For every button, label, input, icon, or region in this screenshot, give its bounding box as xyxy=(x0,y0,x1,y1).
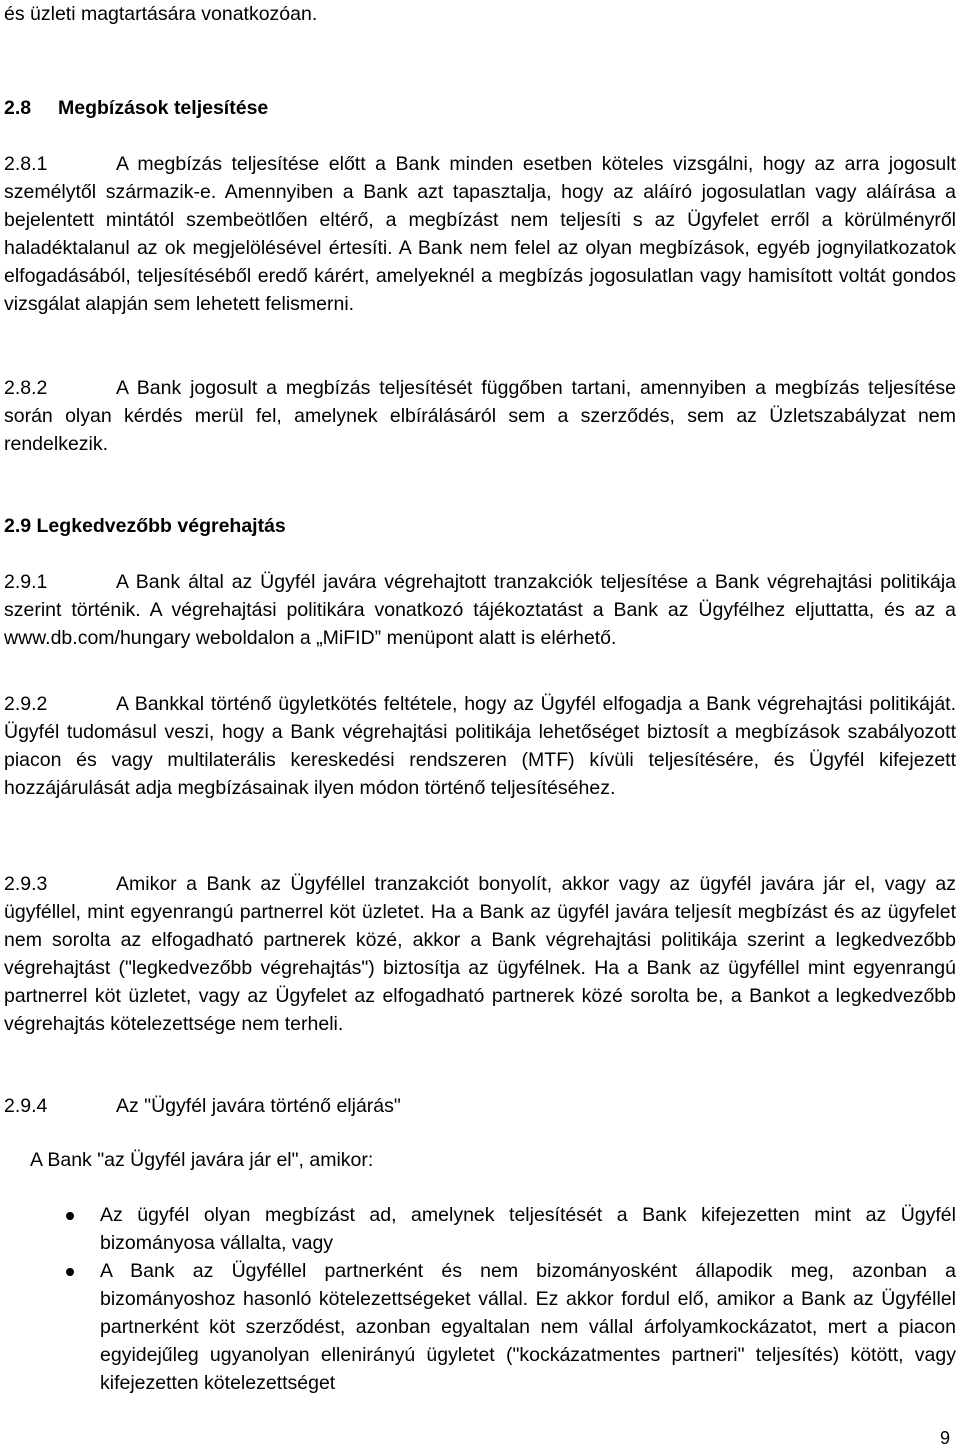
paragraph-number: 2.9.3 xyxy=(4,873,48,895)
section-heading-2-8 xyxy=(4,94,268,122)
paragraph-2-8-2 xyxy=(4,374,956,458)
paragraph-text: Az "Ügyfél javára történő eljárás" xyxy=(116,1095,401,1117)
section-heading-2-9: 2.9 Legkedvezőbb végrehajtás xyxy=(4,515,286,537)
bullet-list xyxy=(4,1201,956,1397)
list-item: Az ügyfél olyan megbízást ad, amelynek teljesítését a Bank kifejezetten mint az Ügyfél bizományosa vállalta, vagy xyxy=(4,1201,956,1257)
paragraph-2-9-4-intro: A Bank "az Ügyfél javára jár el", amikor: xyxy=(30,1149,374,1171)
section-title: Megbízások teljesítése xyxy=(58,97,269,119)
paragraph-number: 2.9.4 xyxy=(4,1095,48,1117)
paragraph-number: 2.9.1 xyxy=(4,571,48,593)
paragraph-2-9-3 xyxy=(4,870,956,1038)
paragraph-2-9-2 xyxy=(4,690,956,802)
intro-line: és üzleti magtartására vonatkozóan. xyxy=(4,3,318,25)
page-number: 9 xyxy=(939,1428,950,1448)
paragraph-number: 2.9.2 xyxy=(4,693,48,715)
paragraph-2-9-4-title xyxy=(4,1092,401,1120)
section-number: 2.8 xyxy=(4,97,32,119)
paragraph-text: A Bank jogosult a megbízás teljesítését függőben tartani, amennyiben a megbízás teljesítése során olyan kérdés merül fel, amelynek elbírálásáról sem a szerződés, sem az Üzletszabályzat nem rendelkezik. xyxy=(4,377,956,455)
paragraph-text: A megbízás teljesítése előtt a Bank minden esetben köteles vizsgálni, hogy az arra jogosult személytől származik-e. Amennyiben a Bank azt tapasztalja, hogy az aláíró jogosulatlan vagy aláírása a bejelentett mintától szembeötlően eltérő, a megbízást nem teljesíti s az Ügyfelet erről a körülményről haladéktalanul az ok megjelölésével értesíti. A Bank nem felel az olyan megbízások, egyéb jognyilatkozatok elfogadásából, teljesítéséből eredő kárért, amelyeknél a megbízás jogosulatlan vagy hamisított voltát gondos vizsgálat alapján sem lehetett felismerni. xyxy=(4,153,956,315)
paragraph-text: A Bankkal történő ügyletkötés feltétele, hogy az Ügyfél elfogadja a Bank végrehajtási politikáját. Ügyfél tudomásul veszi, hogy a Bank végrehajtási politikája lehetőséget biztosít a megbízások szabályozott piacon és vagy multilaterális kereskedési rendszeren (MTF) kívüli teljesítésére, és Ügyfél kifejezett hozzájárulását adja megbízásainak ilyen módon történő teljesítéséhez. xyxy=(4,693,956,799)
paragraph-text: A Bank által az Ügyfél javára végrehajtott tranzakciók teljesítése a Bank végrehajtási politikája szerint történik. A végrehajtási politikára vonatkozó tájékoztatást a Bank az Ügyfélhez eljuttatta, és az a www.db.com/hungary weboldalon a „MiFID” menüpont alatt is elérhető. xyxy=(4,571,956,649)
paragraph-number: 2.8.1 xyxy=(4,153,48,175)
paragraph-2-8-1 xyxy=(4,150,956,318)
paragraph-number: 2.8.2 xyxy=(4,377,48,399)
paragraph-2-9-1 xyxy=(4,568,956,652)
paragraph-text: Amikor a Bank az Ügyféllel tranzakciót bonyolít, akkor vagy az ügyfél javára jár el, vagy az ügyféllel, mint egyenrangú partnerrel köt üzletet. Ha a Bank az ügyfél javára teljesít megbízást és az ügyfelet nem sorolta az elfogadható partnerek közé, akkor a Bank végrehajtási politikája szerint a legkedvezőbb végrehajtást ("legkedvezőbb végrehajtás") biztosítja az ügyfélnek. Ha a Bank az ügyféllel mint egyenrangú partnerrel köt üzletet, vagy az Ügyfelet az elfogadható partnerek közé sorolta be, a Bankot a legkedvezőbb végrehajtás kötelezettsége nem terheli. xyxy=(4,873,956,1035)
list-item: A Bank az Ügyféllel partnerként és nem bizományosként állapodik meg, azonban a bizományoshoz hasonló kötelezettségeket vállal. Ez akkor fordul elő, amikor a Bank az Ügyféllel partnerként köt szerződést, azonban egyaltalan nem vállal árfolyamkockázatot, mert a piacon egyidejűleg ugyanolyan ellenirányú ügyletet ("kockázatmentes partneri" teljesítés) kötött, vagy kifejezetten kötelezettséget xyxy=(4,1257,956,1397)
